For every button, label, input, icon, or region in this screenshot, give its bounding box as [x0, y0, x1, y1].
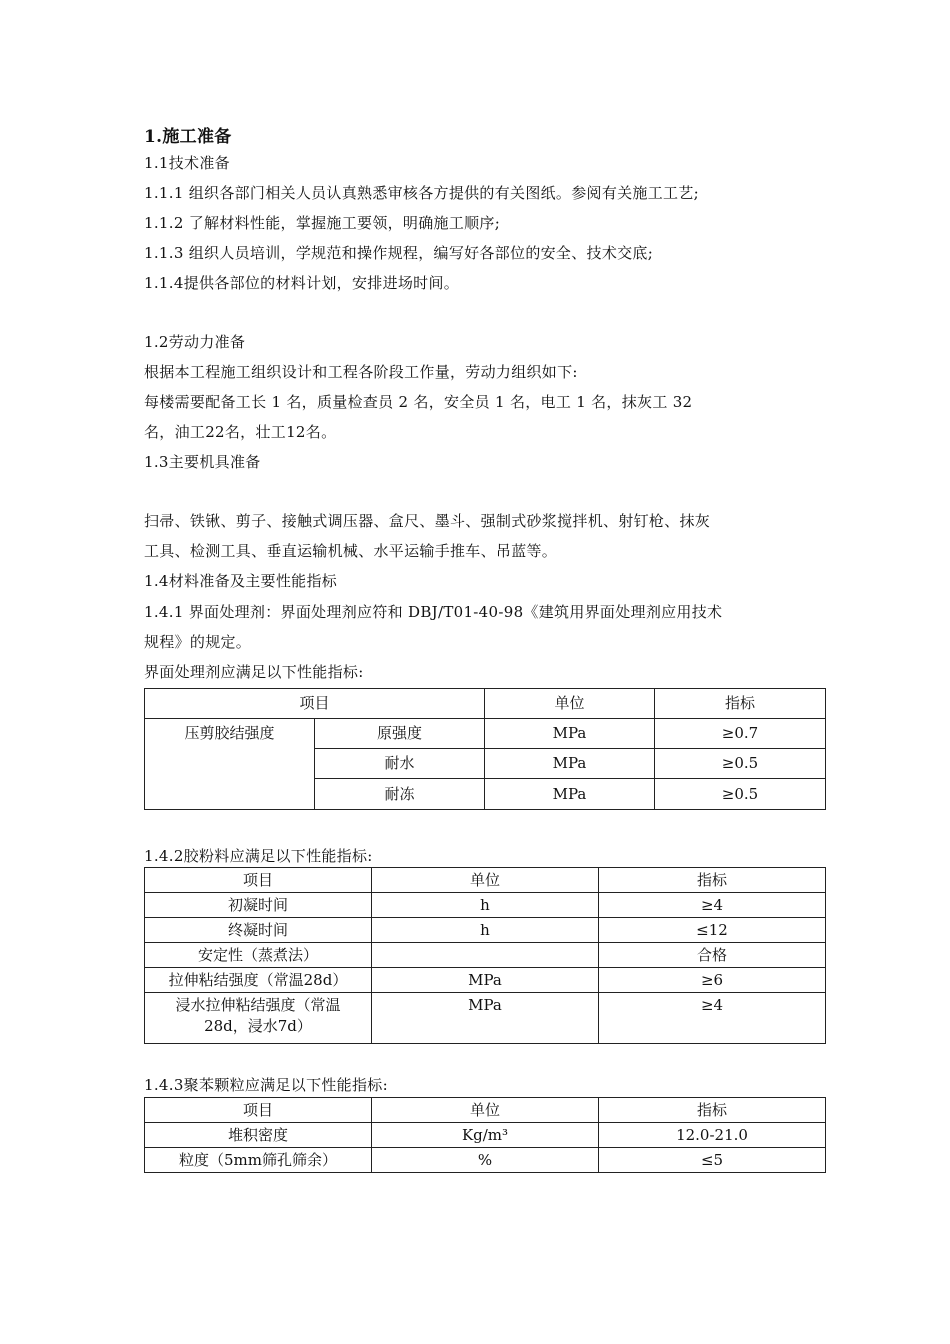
table-cell: 耐水 — [315, 749, 485, 779]
paragraph-1-3-tools-line1: 扫帚、铁锹、剪子、接触式调压器、盒尺、墨斗、强制式砂浆搅拌机、射钉枪、抹灰 — [144, 512, 711, 530]
paragraph-1-4-2: 1.4.2胶粉料应满足以下性能指标: — [144, 847, 373, 865]
powder-material-table — [144, 867, 826, 1044]
paragraph-1-4-1-line2: 规程》的规定。 — [144, 633, 252, 651]
paragraph-1-1-1: 1.1.1 组织各部门相关人员认真熟悉审核各方提供的有关图纸。参阅有关施工工艺; — [144, 184, 699, 202]
table-cell: 拉伸粘结强度（常温28d） — [145, 968, 372, 993]
paragraph-1-4-1-table-intro: 界面处理剂应满足以下性能指标: — [144, 663, 364, 681]
table-cell: 原强度 — [315, 719, 485, 749]
table-cell — [372, 943, 599, 968]
table-cell: h — [372, 918, 599, 943]
section-1-2-heading: 1.2劳动力准备 — [144, 333, 246, 351]
table-group-cell: 压剪胶结强度 — [145, 719, 315, 810]
table-cell: ≥4 — [599, 993, 826, 1044]
table-cell: 初凝时间 — [145, 893, 372, 918]
table-header: 指标 — [599, 868, 826, 893]
table-cell: MPa — [372, 993, 599, 1044]
table-cell: Kg/m³ — [372, 1123, 599, 1148]
paragraph-1-4-1-line1: 1.4.1 界面处理剂：界面处理剂应符和 DBJ/T01-40-98《建筑用界面处理剂应用技术 — [144, 603, 723, 621]
table-header: 单位 — [372, 868, 599, 893]
table-cell: MPa — [372, 968, 599, 993]
paragraph-1-1-4: 1.1.4提供各部位的材料计划，安排进场时间。 — [144, 274, 460, 292]
paragraph-1-2-staff-line1: 每楼需要配备工长 1 名，质量检查员 2 名，安全员 1 名，电工 1 名，抹灰工 32 — [144, 393, 693, 411]
table-cell: ≥0.5 — [655, 779, 826, 810]
paragraph-1-1-3: 1.1.3 组织人员培训，学规范和操作规程，编写好各部位的安全、技术交底; — [144, 244, 654, 262]
table-cell: ≤12 — [599, 918, 826, 943]
table-header: 单位 — [485, 689, 655, 719]
table-cell: ≤5 — [599, 1148, 826, 1173]
table-cell: MPa — [485, 749, 655, 779]
table-header: 指标 — [599, 1098, 826, 1123]
table-cell: ≥0.5 — [655, 749, 826, 779]
paragraph-1-1-2: 1.1.2 了解材料性能，掌握施工要领，明确施工顺序; — [144, 214, 501, 232]
table-cell: 粒度（5mm筛孔筛余） — [145, 1148, 372, 1173]
section-1-4-heading: 1.4材料准备及主要性能指标 — [144, 572, 338, 590]
table-cell: 终凝时间 — [145, 918, 372, 943]
table-cell: % — [372, 1148, 599, 1173]
table-cell: MPa — [485, 779, 655, 810]
polystyrene-granule-table — [144, 1097, 826, 1173]
table-cell: 12.0-21.0 — [599, 1123, 826, 1148]
paragraph-1-3-tools-line2: 工具、检测工具、垂直运输机械、水平运输手推车、吊蓝等。 — [144, 542, 558, 560]
table-header: 项目 — [145, 868, 372, 893]
table-cell: 堆积密度 — [145, 1123, 372, 1148]
table-cell: 耐冻 — [315, 779, 485, 810]
table-cell: 合格 — [599, 943, 826, 968]
paragraph-1-2-intro: 根据本工程施工组织设计和工程各阶段工作量，劳动力组织如下: — [144, 363, 578, 381]
table-cell: ≥4 — [599, 893, 826, 918]
table-cell: 安定性（蒸煮法） — [145, 943, 372, 968]
table-header: 单位 — [372, 1098, 599, 1123]
table-cell: ≥6 — [599, 968, 826, 993]
table-cell: 浸水拉伸粘结强度（常温28d，浸水7d） — [145, 993, 372, 1044]
table-cell: h — [372, 893, 599, 918]
paragraph-1-2-staff-line2: 名，油工22名，壮工12名。 — [144, 423, 337, 441]
section-1-3-heading: 1.3主要机具准备 — [144, 453, 261, 471]
paragraph-1-4-3: 1.4.3聚苯颗粒应满足以下性能指标: — [144, 1076, 388, 1094]
table-header: 指标 — [655, 689, 826, 719]
section-1-1-heading: 1.1技术准备 — [144, 154, 230, 172]
table-header: 项目 — [145, 1098, 372, 1123]
table-header: 项目 — [145, 689, 485, 719]
table-cell: MPa — [485, 719, 655, 749]
section-1-title: 1.施工准备 — [144, 127, 232, 147]
table-cell: ≥0.7 — [655, 719, 826, 749]
interface-agent-table — [144, 688, 826, 810]
